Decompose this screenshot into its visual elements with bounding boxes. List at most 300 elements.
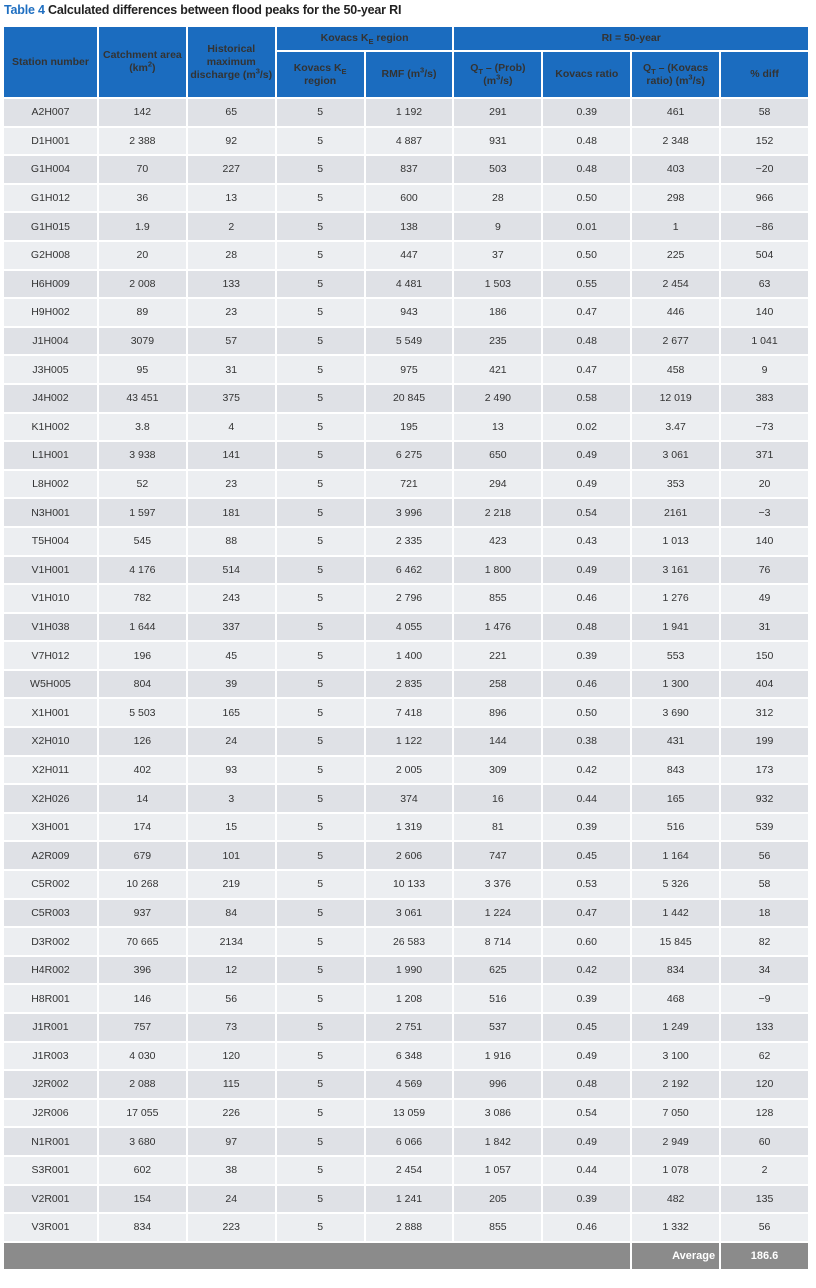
col-header-kovacs-region: Kovacs $K_E$ region	[277, 52, 364, 97]
cell-station: H9H002	[4, 299, 97, 326]
cell-rmf: 26 583	[366, 928, 453, 955]
cell-station: X2H011	[4, 757, 97, 784]
cell-historical-max: 24	[188, 728, 275, 755]
cell-qt-prob: 625	[454, 957, 541, 984]
cell-pct-diff: 133	[721, 1014, 808, 1041]
cell-kovacs-ratio: 0.48	[543, 614, 630, 641]
table-row	[4, 585, 808, 612]
cell-qt-kovacs: 1 013	[632, 528, 719, 555]
cell-kovacs-region: 5	[277, 614, 364, 641]
cell-kovacs-region: 5	[277, 900, 364, 927]
cell-catchment-area: 545	[99, 528, 186, 555]
cell-catchment-area: 4 030	[99, 1043, 186, 1070]
cell-rmf: 2 888	[366, 1214, 453, 1241]
cell-qt-kovacs: 468	[632, 985, 719, 1012]
cell-catchment-area: 2 388	[99, 128, 186, 155]
cell-catchment-area: 95	[99, 356, 186, 383]
cell-station: J1H004	[4, 328, 97, 355]
cell-qt-prob: 421	[454, 356, 541, 383]
table-row	[4, 842, 808, 869]
cell-kovacs-ratio: 0.39	[543, 99, 630, 126]
cell-qt-kovacs: 1 276	[632, 585, 719, 612]
cell-kovacs-region: 5	[277, 1043, 364, 1070]
cell-pct-diff: 504	[721, 242, 808, 269]
cell-kovacs-region: 5	[277, 128, 364, 155]
cell-kovacs-region: 5	[277, 985, 364, 1012]
table-row	[4, 156, 808, 183]
cell-kovacs-region: 5	[277, 671, 364, 698]
cell-rmf: 13 059	[366, 1100, 453, 1127]
average-value: 186.6	[721, 1243, 808, 1269]
cell-rmf: 195	[366, 414, 453, 441]
cell-historical-max: 243	[188, 585, 275, 612]
cell-qt-prob: 13	[454, 414, 541, 441]
table-body	[4, 99, 808, 1241]
cell-kovacs-ratio: 0.44	[543, 785, 630, 812]
cell-rmf: 600	[366, 185, 453, 212]
table-row	[4, 1043, 808, 1070]
cell-station: V1H038	[4, 614, 97, 641]
cell-historical-max: 93	[188, 757, 275, 784]
cell-station: H4R002	[4, 957, 97, 984]
cell-qt-prob: 81	[454, 814, 541, 841]
cell-station: L1H001	[4, 442, 97, 469]
cell-qt-prob: 1 503	[454, 271, 541, 298]
cell-catchment-area: 4 176	[99, 557, 186, 584]
cell-qt-kovacs: 3 161	[632, 557, 719, 584]
cell-qt-prob: 37	[454, 242, 541, 269]
cell-catchment-area: 142	[99, 99, 186, 126]
cell-rmf: 943	[366, 299, 453, 326]
cell-qt-kovacs: 458	[632, 356, 719, 383]
cell-station: V2R001	[4, 1186, 97, 1213]
cell-catchment-area: 1 644	[99, 614, 186, 641]
cell-station: K1H002	[4, 414, 97, 441]
cell-pct-diff: 966	[721, 185, 808, 212]
cell-kovacs-region: 5	[277, 1157, 364, 1184]
cell-qt-kovacs: 1 332	[632, 1214, 719, 1241]
cell-kovacs-ratio: 0.43	[543, 528, 630, 555]
cell-catchment-area: 14	[99, 785, 186, 812]
cell-qt-prob: 28	[454, 185, 541, 212]
table-row	[4, 728, 808, 755]
cell-kovacs-ratio: 0.39	[543, 1186, 630, 1213]
cell-rmf: 3 061	[366, 900, 453, 927]
cell-qt-kovacs: 482	[632, 1186, 719, 1213]
cell-rmf: 2 606	[366, 842, 453, 869]
cell-qt-kovacs: 225	[632, 242, 719, 269]
cell-catchment-area: 804	[99, 671, 186, 698]
cell-rmf: 4 569	[366, 1071, 453, 1098]
cell-rmf: 975	[366, 356, 453, 383]
cell-kovacs-region: 5	[277, 1014, 364, 1041]
cell-kovacs-ratio: 0.46	[543, 671, 630, 698]
cell-pct-diff: 150	[721, 642, 808, 669]
cell-rmf: 6 275	[366, 442, 453, 469]
cell-rmf: 1 122	[366, 728, 453, 755]
cell-historical-max: 84	[188, 900, 275, 927]
cell-station: G1H012	[4, 185, 97, 212]
cell-qt-kovacs: 2161	[632, 499, 719, 526]
average-label: Average	[632, 1243, 719, 1269]
cell-catchment-area: 196	[99, 642, 186, 669]
cell-rmf: 837	[366, 156, 453, 183]
table-row	[4, 471, 808, 498]
cell-kovacs-region: 5	[277, 414, 364, 441]
cell-station: G1H004	[4, 156, 97, 183]
cell-historical-max: 115	[188, 1071, 275, 1098]
cell-qt-prob: 8 714	[454, 928, 541, 955]
cell-historical-max: 219	[188, 871, 275, 898]
cell-pct-diff: 2	[721, 1157, 808, 1184]
col-header-pct-diff: % diff	[721, 52, 808, 97]
cell-catchment-area: 20	[99, 242, 186, 269]
cell-qt-kovacs: 2 454	[632, 271, 719, 298]
cell-historical-max: 133	[188, 271, 275, 298]
table-row	[4, 985, 808, 1012]
cell-rmf: 4 887	[366, 128, 453, 155]
cell-pct-diff: 56	[721, 1214, 808, 1241]
cell-pct-diff: −20	[721, 156, 808, 183]
table-row	[4, 213, 808, 240]
cell-catchment-area: 174	[99, 814, 186, 841]
cell-kovacs-ratio: 0.53	[543, 871, 630, 898]
cell-pct-diff: 199	[721, 728, 808, 755]
group-header-ri: RI = 50-year	[454, 27, 808, 50]
cell-kovacs-ratio: 0.46	[543, 1214, 630, 1241]
cell-kovacs-ratio: 0.49	[543, 1043, 630, 1070]
cell-pct-diff: 173	[721, 757, 808, 784]
cell-qt-prob: 291	[454, 99, 541, 126]
cell-station: T5H004	[4, 528, 97, 555]
cell-station: N1R001	[4, 1128, 97, 1155]
cell-pct-diff: 152	[721, 128, 808, 155]
cell-kovacs-ratio: 0.54	[543, 1100, 630, 1127]
cell-qt-kovacs: 1 249	[632, 1014, 719, 1041]
cell-rmf: 1 400	[366, 642, 453, 669]
cell-catchment-area: 126	[99, 728, 186, 755]
cell-kovacs-ratio: 0.50	[543, 185, 630, 212]
cell-qt-prob: 3 086	[454, 1100, 541, 1127]
cell-pct-diff: 120	[721, 1071, 808, 1098]
cell-historical-max: 45	[188, 642, 275, 669]
cell-kovacs-region: 5	[277, 785, 364, 812]
cell-qt-kovacs: 461	[632, 99, 719, 126]
cell-qt-prob: 144	[454, 728, 541, 755]
cell-qt-prob: 1 916	[454, 1043, 541, 1070]
cell-station: X1H001	[4, 699, 97, 726]
cell-historical-max: 65	[188, 99, 275, 126]
cell-historical-max: 28	[188, 242, 275, 269]
cell-pct-diff: 932	[721, 785, 808, 812]
cell-kovacs-region: 5	[277, 471, 364, 498]
cell-qt-prob: 503	[454, 156, 541, 183]
cell-qt-kovacs: 5 326	[632, 871, 719, 898]
cell-kovacs-ratio: 0.49	[543, 557, 630, 584]
cell-station: G1H015	[4, 213, 97, 240]
cell-historical-max: 227	[188, 156, 275, 183]
table-row	[4, 528, 808, 555]
cell-rmf: 2 454	[366, 1157, 453, 1184]
cell-rmf: 2 751	[366, 1014, 453, 1041]
cell-historical-max: 223	[188, 1214, 275, 1241]
cell-station: A2R009	[4, 842, 97, 869]
cell-kovacs-ratio: 0.01	[543, 213, 630, 240]
cell-pct-diff: −73	[721, 414, 808, 441]
group-header-kovacs: Kovacs $K_E$ region	[277, 27, 453, 50]
cell-catchment-area: 1.9	[99, 213, 186, 240]
cell-historical-max: 514	[188, 557, 275, 584]
cell-historical-max: 141	[188, 442, 275, 469]
cell-qt-kovacs: 165	[632, 785, 719, 812]
cell-rmf: 447	[366, 242, 453, 269]
cell-pct-diff: 62	[721, 1043, 808, 1070]
cell-historical-max: 15	[188, 814, 275, 841]
cell-kovacs-region: 5	[277, 299, 364, 326]
cell-pct-diff: 383	[721, 385, 808, 412]
cell-kovacs-region: 5	[277, 385, 364, 412]
cell-historical-max: 165	[188, 699, 275, 726]
cell-qt-prob: 16	[454, 785, 541, 812]
cell-pct-diff: 20	[721, 471, 808, 498]
cell-historical-max: 13	[188, 185, 275, 212]
cell-historical-max: 2134	[188, 928, 275, 955]
cell-pct-diff: 9	[721, 356, 808, 383]
cell-kovacs-ratio: 0.48	[543, 128, 630, 155]
cell-historical-max: 73	[188, 1014, 275, 1041]
cell-qt-kovacs: 1 300	[632, 671, 719, 698]
cell-kovacs-ratio: 0.44	[543, 1157, 630, 1184]
table-number: Table 4	[4, 3, 45, 17]
col-header-catchment: Catchment area $(km^2)$	[99, 27, 186, 97]
cell-pct-diff: 34	[721, 957, 808, 984]
cell-kovacs-region: 5	[277, 814, 364, 841]
cell-catchment-area: 3.8	[99, 414, 186, 441]
cell-catchment-area: 679	[99, 842, 186, 869]
cell-historical-max: 24	[188, 1186, 275, 1213]
cell-qt-kovacs: 2 677	[632, 328, 719, 355]
table-row	[4, 1100, 808, 1127]
cell-kovacs-region: 5	[277, 871, 364, 898]
cell-kovacs-ratio: 0.39	[543, 642, 630, 669]
cell-qt-kovacs: 843	[632, 757, 719, 784]
cell-historical-max: 38	[188, 1157, 275, 1184]
cell-pct-diff: 31	[721, 614, 808, 641]
cell-catchment-area: 757	[99, 1014, 186, 1041]
cell-rmf: 1 241	[366, 1186, 453, 1213]
table-row	[4, 1128, 808, 1155]
flood-peaks-table	[2, 25, 810, 1271]
table-row	[4, 814, 808, 841]
cell-station: C5R002	[4, 871, 97, 898]
cell-rmf: 6 066	[366, 1128, 453, 1155]
cell-kovacs-ratio: 0.49	[543, 1128, 630, 1155]
cell-rmf: 10 133	[366, 871, 453, 898]
cell-rmf: 1 990	[366, 957, 453, 984]
cell-rmf: 4 055	[366, 614, 453, 641]
cell-historical-max: 181	[188, 499, 275, 526]
cell-qt-prob: 258	[454, 671, 541, 698]
cell-kovacs-ratio: 0.42	[543, 957, 630, 984]
cell-historical-max: 375	[188, 385, 275, 412]
col-header-qt-kovacs: $Q_T$ – (Kovacs ratio) $(m^3/s)$	[632, 52, 719, 97]
table-row	[4, 871, 808, 898]
col-header-rmf: RMF $(m^3/s)$	[366, 52, 453, 97]
cell-station: X3H001	[4, 814, 97, 841]
cell-qt-kovacs: 12 019	[632, 385, 719, 412]
cell-catchment-area: 834	[99, 1214, 186, 1241]
cell-historical-max: 31	[188, 356, 275, 383]
cell-qt-kovacs: 1 078	[632, 1157, 719, 1184]
cell-kovacs-ratio: 0.39	[543, 985, 630, 1012]
table-row	[4, 385, 808, 412]
cell-qt-prob: 235	[454, 328, 541, 355]
cell-qt-kovacs: 3.47	[632, 414, 719, 441]
cell-pct-diff: 135	[721, 1186, 808, 1213]
cell-kovacs-ratio: 0.38	[543, 728, 630, 755]
cell-qt-kovacs: 1	[632, 213, 719, 240]
cell-station: J1R001	[4, 1014, 97, 1041]
table-row	[4, 1071, 808, 1098]
cell-qt-kovacs: 2 949	[632, 1128, 719, 1155]
cell-historical-max: 120	[188, 1043, 275, 1070]
cell-pct-diff: 76	[721, 557, 808, 584]
cell-pct-diff: −3	[721, 499, 808, 526]
cell-kovacs-region: 5	[277, 213, 364, 240]
table-row	[4, 271, 808, 298]
cell-qt-prob: 2 490	[454, 385, 541, 412]
cell-station: A2H007	[4, 99, 97, 126]
cell-kovacs-region: 5	[277, 499, 364, 526]
table-row	[4, 328, 808, 355]
table-row	[4, 614, 808, 641]
table-row	[4, 356, 808, 383]
cell-qt-prob: 1 224	[454, 900, 541, 927]
cell-kovacs-region: 5	[277, 728, 364, 755]
cell-qt-prob: 2 218	[454, 499, 541, 526]
cell-pct-diff: 371	[721, 442, 808, 469]
cell-kovacs-ratio: 0.02	[543, 414, 630, 441]
cell-catchment-area: 43 451	[99, 385, 186, 412]
cell-kovacs-region: 5	[277, 699, 364, 726]
cell-kovacs-region: 5	[277, 1071, 364, 1098]
cell-station: C5R003	[4, 900, 97, 927]
cell-kovacs-ratio: 0.46	[543, 585, 630, 612]
cell-qt-kovacs: 1 442	[632, 900, 719, 927]
cell-station: J1R003	[4, 1043, 97, 1070]
cell-kovacs-ratio: 0.49	[543, 442, 630, 469]
table-row	[4, 699, 808, 726]
cell-qt-prob: 516	[454, 985, 541, 1012]
cell-rmf: 374	[366, 785, 453, 812]
cell-kovacs-ratio: 0.50	[543, 699, 630, 726]
cell-qt-prob: 1 476	[454, 614, 541, 641]
cell-rmf: 6 462	[366, 557, 453, 584]
cell-rmf: 4 481	[366, 271, 453, 298]
cell-historical-max: 101	[188, 842, 275, 869]
cell-qt-prob: 423	[454, 528, 541, 555]
cell-kovacs-ratio: 0.48	[543, 1071, 630, 1098]
cell-qt-prob: 294	[454, 471, 541, 498]
cell-rmf: 7 418	[366, 699, 453, 726]
cell-catchment-area: 3 680	[99, 1128, 186, 1155]
cell-qt-prob: 896	[454, 699, 541, 726]
cell-pct-diff: 128	[721, 1100, 808, 1127]
cell-kovacs-ratio: 0.48	[543, 328, 630, 355]
cell-catchment-area: 154	[99, 1186, 186, 1213]
cell-catchment-area: 3 938	[99, 442, 186, 469]
table-row	[4, 1214, 808, 1241]
cell-qt-kovacs: 446	[632, 299, 719, 326]
cell-qt-prob: 1 800	[454, 557, 541, 584]
cell-qt-kovacs: 1 941	[632, 614, 719, 641]
cell-kovacs-ratio: 0.42	[543, 757, 630, 784]
table-row	[4, 757, 808, 784]
cell-qt-prob: 186	[454, 299, 541, 326]
cell-rmf: 1 208	[366, 985, 453, 1012]
cell-pct-diff: 58	[721, 99, 808, 126]
cell-rmf: 6 348	[366, 1043, 453, 1070]
cell-station: N3H001	[4, 499, 97, 526]
table-row	[4, 928, 808, 955]
cell-kovacs-region: 5	[277, 242, 364, 269]
cell-qt-prob: 855	[454, 585, 541, 612]
cell-catchment-area: 70 665	[99, 928, 186, 955]
cell-kovacs-ratio: 0.47	[543, 900, 630, 927]
cell-kovacs-region: 5	[277, 842, 364, 869]
cell-station: J3H005	[4, 356, 97, 383]
cell-rmf: 721	[366, 471, 453, 498]
cell-catchment-area: 782	[99, 585, 186, 612]
col-header-station: Station number	[4, 27, 97, 97]
cell-historical-max: 337	[188, 614, 275, 641]
cell-pct-diff: 49	[721, 585, 808, 612]
cell-pct-diff: 1 041	[721, 328, 808, 355]
table-title: Calculated differences between flood peaks for the 50-year RI	[48, 3, 402, 17]
cell-station: D3R002	[4, 928, 97, 955]
table-row	[4, 900, 808, 927]
cell-kovacs-region: 5	[277, 356, 364, 383]
cell-qt-kovacs: 298	[632, 185, 719, 212]
cell-historical-max: 56	[188, 985, 275, 1012]
cell-qt-kovacs: 834	[632, 957, 719, 984]
cell-historical-max: 97	[188, 1128, 275, 1155]
cell-rmf: 2 005	[366, 757, 453, 784]
cell-kovacs-region: 5	[277, 328, 364, 355]
cell-kovacs-ratio: 0.45	[543, 1014, 630, 1041]
cell-kovacs-ratio: 0.54	[543, 499, 630, 526]
cell-station: S3R001	[4, 1157, 97, 1184]
cell-qt-prob: 537	[454, 1014, 541, 1041]
cell-catchment-area: 2 008	[99, 271, 186, 298]
cell-kovacs-region: 5	[277, 957, 364, 984]
table-row	[4, 299, 808, 326]
cell-catchment-area: 17 055	[99, 1100, 186, 1127]
cell-qt-prob: 205	[454, 1186, 541, 1213]
cell-kovacs-ratio: 0.49	[543, 471, 630, 498]
cell-qt-kovacs: 353	[632, 471, 719, 498]
table-row	[4, 242, 808, 269]
cell-qt-prob: 3 376	[454, 871, 541, 898]
cell-qt-kovacs: 3 061	[632, 442, 719, 469]
cell-kovacs-ratio: 0.47	[543, 299, 630, 326]
cell-catchment-area: 36	[99, 185, 186, 212]
cell-catchment-area: 89	[99, 299, 186, 326]
cell-pct-diff: 18	[721, 900, 808, 927]
cell-catchment-area: 70	[99, 156, 186, 183]
cell-station: L8H002	[4, 471, 97, 498]
cell-kovacs-ratio: 0.39	[543, 814, 630, 841]
